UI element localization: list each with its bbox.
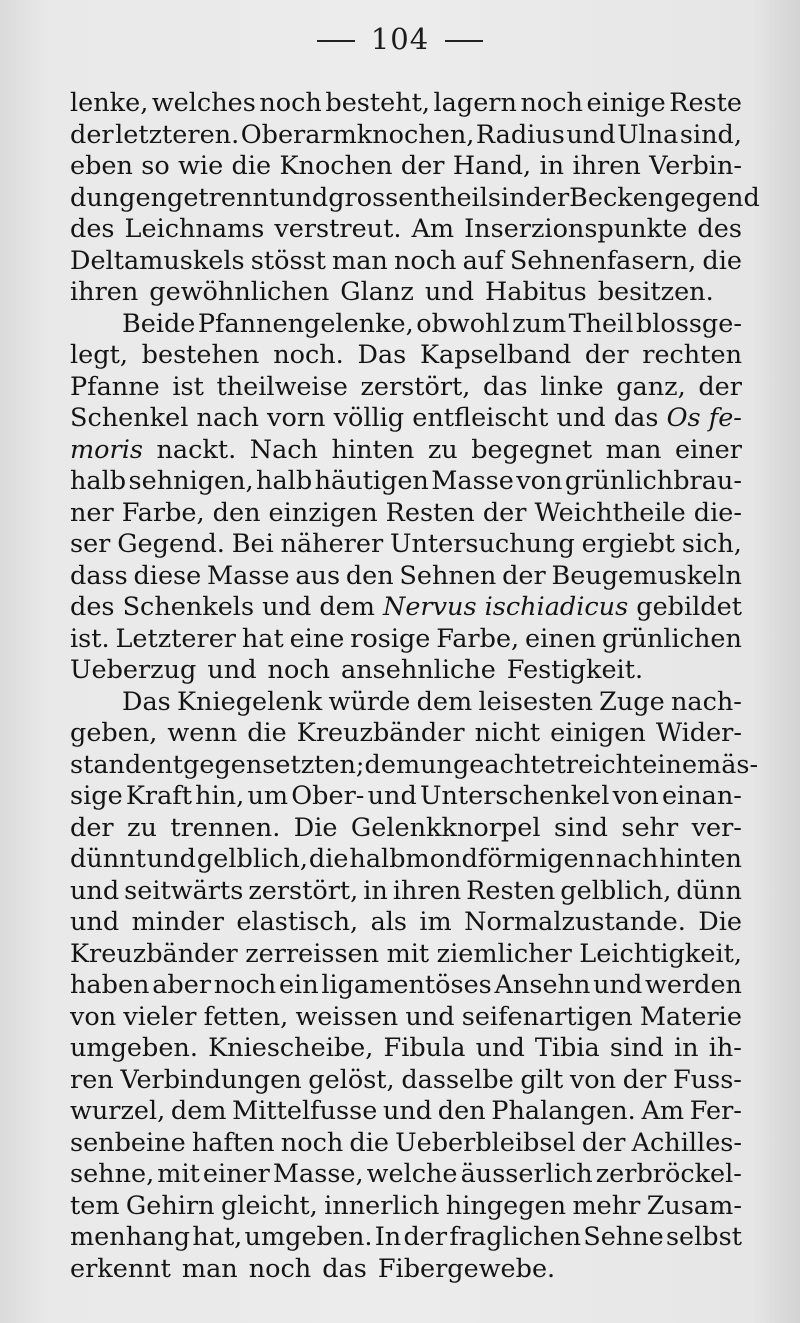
text-line: Deltamuskels stösst man noch auf Sehnenfasern, die [70, 245, 742, 276]
text-line: halb sehnigen, halb häutigen Masse von grünlichbrau- [70, 466, 742, 496]
page-header [0, 22, 800, 56]
text-line: und minder elastisch, als im Normalzustande. Die [70, 907, 742, 937]
page-number: 104 [370, 22, 430, 56]
text-line: stand entgegensetzten; demungeachtet reicht eine mäs- [70, 749, 759, 780]
text-line: dünnt und gelblich, die halbmondförmigen nach hinten [70, 844, 742, 874]
text-line: moris nackt. Nach hinten zu begegnet man einer [70, 434, 742, 465]
paragraph [70, 686, 759, 1286]
text-line: sige Kraft hin, um Ober- und Unterschenkel von einan- [70, 781, 742, 811]
page-body-text [70, 88, 760, 1285]
text-line: geben, wenn die Kreuzbänder nicht einigen Wider- [70, 718, 742, 748]
text-line: dungen getrennt und grossentheils in der Beckengegend [70, 182, 760, 213]
text-line: lenke, welches noch besteht, lagern noch einige Reste [70, 88, 742, 118]
text-line: Beide Pfannengelenke, obwohl zum Theil blossge- [122, 308, 742, 339]
text-line: ren Verbindungen gelöst, dasselbe gilt von der Fuss- [70, 1064, 742, 1095]
text-line: eben so wie die Knochen der Hand, in ihren Verbin- [70, 151, 742, 181]
text-line: haben aber noch ein ligamentöses Ansehn und werden [70, 970, 742, 1000]
text-line: dass diese Masse aus den Sehnen der Beugemuskeln [70, 560, 742, 591]
text-line: und seitwärts zerstört, in ihren Resten gelblich, dünn [70, 875, 742, 906]
text-line: der zu trennen. Die Gelenkknorpel sind sehr ver- [70, 812, 742, 843]
text-line: sehne, mit einer Masse, welche äusserlich zerbröckel- [70, 1159, 742, 1189]
header-dash-right [445, 40, 483, 42]
text-line: des Schenkels und dem Nervus ischiadicus gebildet [70, 592, 742, 622]
text-line: Pfanne ist theilweise zerstört, das linke ganz, der [70, 371, 742, 402]
text-line: erkennt man noch das Fibergewebe. [70, 1253, 556, 1284]
text-line: Das Kniegelenk würde dem leisesten Zuge nach- [122, 686, 742, 717]
text-line: umgeben. Kniescheibe, Fibula und Tibia sind in ih- [70, 1033, 742, 1063]
paragraph [70, 309, 742, 687]
text-line: tem Gehirn gleicht, innerlich hingegen mehr Zusam- [70, 1190, 742, 1221]
text-line: ner Farbe, den einzigen Resten der Weichtheile die- [70, 497, 742, 528]
text-line: ist. Letzterer hat eine rosige Farbe, einen grünlichen [70, 623, 742, 654]
text-line: ser Gegend. Bei näherer Untersuchung ergiebt sich, [70, 529, 742, 559]
header-dash-left [317, 40, 355, 42]
text-line: von vieler fetten, weissen und seifenartigen Materie [70, 1001, 742, 1032]
text-line: des Leichnams verstreut. Am Inserzionspunkte des [70, 214, 742, 244]
text-line: der letzteren. Oberarmknochen, Radius und Ulna sind, [70, 119, 742, 150]
text-line: Ueberzug und noch ansehnliche Festigkeit. [70, 655, 644, 685]
text-line: Schenkel nach vorn völlig entfleischt und das Os fe- [70, 403, 742, 433]
text-line: menhang hat, umgeben. In der fraglichen Sehne selbst [70, 1222, 742, 1252]
text-line: ihren gewöhnlichen Glanz und Habitus besitzen. [70, 277, 714, 307]
text-line: legt, bestehen noch. Das Kapselband der rechten [70, 340, 742, 370]
text-line: senbeine haften noch die Ueberbleibsel der Achilles- [70, 1127, 742, 1158]
paragraph [70, 88, 760, 309]
text-line: Kreuzbänder zerreissen mit ziemlicher Leichtigkeit, [70, 938, 742, 969]
text-line: wurzel, dem Mittelfusse und den Phalangen. Am Fer- [70, 1096, 742, 1126]
